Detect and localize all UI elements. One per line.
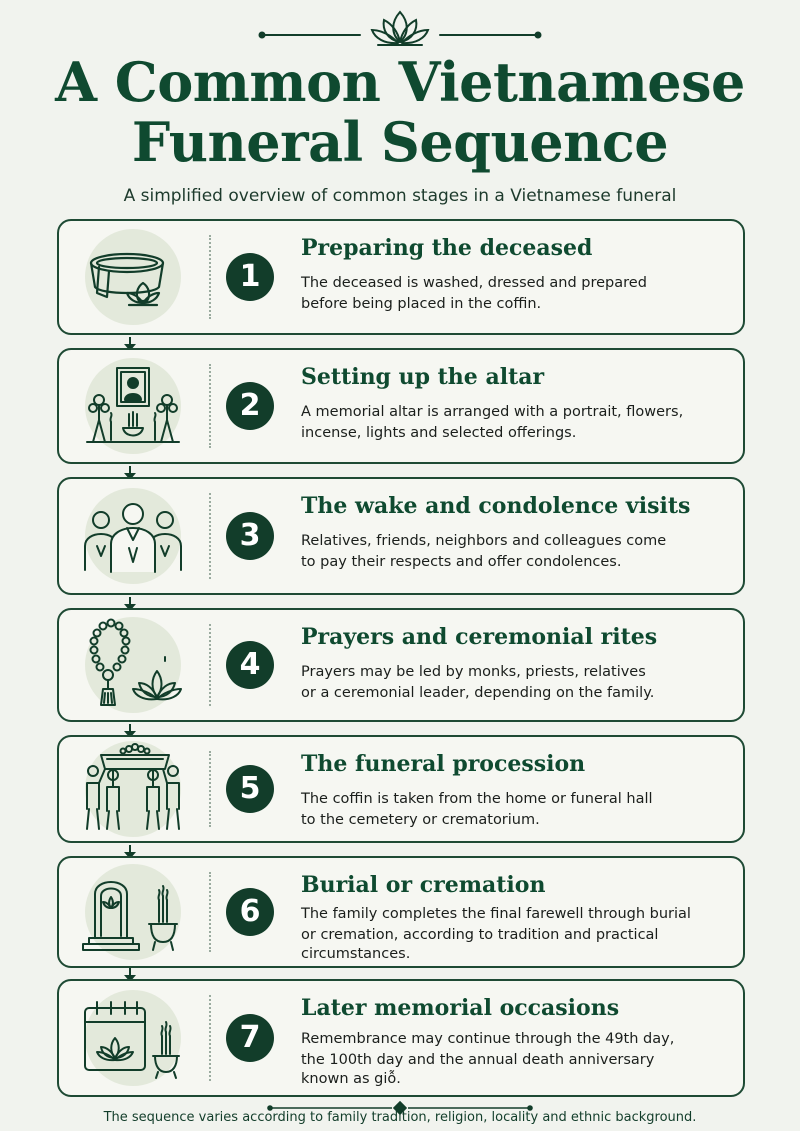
step-card-7: [57, 979, 745, 1097]
desc-line: Prayers may be led by monks, priests, relatives: [301, 664, 646, 680]
prayer-beads-lotus-icon: [77, 609, 189, 721]
desc-line: to pay their respects and offer condolences.: [301, 554, 622, 570]
desc-line: known as giỗ.: [301, 1071, 401, 1087]
step-number-badge: 2: [226, 382, 274, 430]
desc-line: incense, lights and selected offerings.: [301, 425, 577, 441]
desc-line: to the cemetery or crematorium.: [301, 812, 540, 828]
step-title: The funeral procession: [301, 751, 586, 777]
card-divider: [209, 364, 211, 448]
step-number-badge: 6: [226, 888, 274, 936]
card-divider: [209, 235, 211, 319]
desc-line: circumstances.: [301, 946, 411, 962]
step-title: The wake and condolence visits: [301, 493, 691, 519]
step-title: Preparing the deceased: [301, 235, 593, 261]
pallbearers-icon: [77, 733, 189, 845]
step-description: [301, 273, 721, 315]
desc-line: or cremation, according to tradition and practical: [301, 927, 659, 943]
desc-line: A memorial altar is arranged with a portrait, flowers,: [301, 404, 684, 420]
altar-icon: [77, 350, 189, 462]
step-number-badge: 7: [226, 1014, 274, 1062]
step-number-badge: 1: [226, 253, 274, 301]
card-divider: [209, 872, 211, 952]
desc-line: before being placed in the coffin.: [301, 296, 542, 312]
step-description: [301, 402, 721, 444]
card-divider: [209, 624, 211, 706]
lotus-icon: [0, 6, 800, 48]
step-title: Burial or cremation: [301, 872, 546, 898]
desc-line: or a ceremonial leader, depending on the family.: [301, 685, 655, 701]
step-description: [301, 662, 721, 704]
step-title: Prayers and ceremonial rites: [301, 624, 658, 650]
step-number-badge: 4: [226, 641, 274, 689]
step-number-badge: 3: [226, 512, 274, 560]
page-title: [0, 52, 800, 172]
desc-line: Relatives, friends, neighbors and colleagues come: [301, 533, 667, 549]
step-description: [301, 531, 721, 573]
desc-line: The family completes the final farewell through burial: [301, 906, 691, 922]
footer-note: The sequence varies according to family tradition, religion, locality and ethnic background.: [103, 1110, 697, 1125]
step-title: Later memorial occasions: [301, 995, 620, 1021]
card-divider: [209, 493, 211, 579]
step-description: [301, 904, 721, 963]
mourners-icon: [77, 480, 189, 592]
basin-cloth-lotus-icon: [77, 221, 189, 333]
step-number-badge: 5: [226, 765, 274, 813]
step-card-2: [57, 348, 745, 464]
step-title: Setting up the altar: [301, 364, 545, 390]
step-card-6: [57, 856, 745, 968]
step-card-1: [57, 219, 745, 335]
tombstone-incense-icon: [77, 856, 189, 968]
title-line-1: A Common Vietnamese: [55, 50, 745, 114]
desc-line: Remembrance may continue through the 49th day,: [301, 1031, 675, 1047]
step-description: [301, 1029, 721, 1088]
step-card-5: [57, 735, 745, 843]
calendar-lotus-incense-icon: [77, 982, 189, 1094]
card-divider: [209, 751, 211, 827]
step-card-4: [57, 608, 745, 722]
desc-line: The deceased is washed, dressed and prepared: [301, 275, 647, 291]
step-card-3: [57, 477, 745, 595]
card-divider: [209, 995, 211, 1081]
title-line-2: Funeral Sequence: [131, 110, 669, 174]
step-description: [301, 789, 721, 831]
desc-line: The coffin is taken from the home or funeral hall: [301, 791, 653, 807]
page-subtitle: A simplified overview of common stages in a Vietnamese funeral: [123, 186, 677, 206]
desc-line: the 100th day and the annual death anniversary: [301, 1052, 655, 1068]
